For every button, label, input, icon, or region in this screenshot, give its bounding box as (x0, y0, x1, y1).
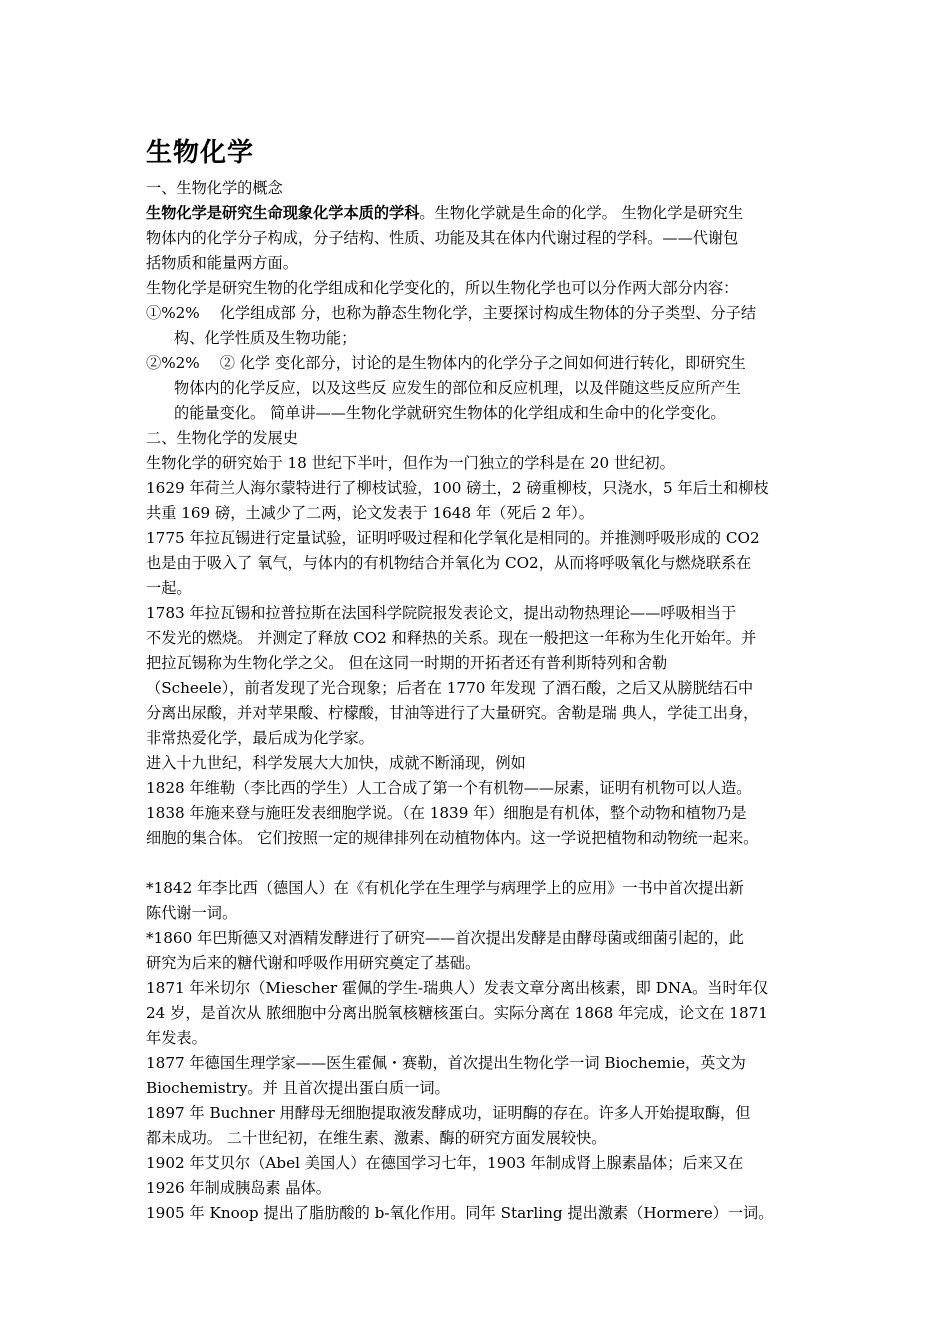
section-heading-concept: 一、生物化学的概念 (146, 179, 283, 197)
history-line: 1838 年施来登与施旺发表细胞学说。（在 1839 年）细胞是有机体，整个动物和植物乃是 (146, 804, 747, 822)
list-item-2: ②%2% ② 化学 变化部分，讨论的是生物体内的化学分子之间如何进行转化，即研究生 (146, 354, 746, 372)
history-line: 1775 年拉瓦锡进行定量试验，证明呼吸过程和化学氧化是相同的。并推测呼吸形成的 CO2 (146, 529, 760, 547)
history-line: 一起。 (146, 579, 192, 597)
history-line: Biochemistry。并 且首次提出蛋白质一词。 (146, 1079, 450, 1097)
history-line: 1905 年 Knoop 提出了脂肪酸的 b-氧化作用。同年 Starling 提出激素（Hormere）一词。 (146, 1204, 774, 1222)
paragraph-line: 生物化学是研究生物的化学组成和化学变化的，所以生物化学也可以分作两大部分内容： (146, 279, 739, 297)
history-line: 都未成功。 二十世纪初，在维生素、激素、酶的研究方面发展较快。 (146, 1129, 607, 1147)
history-line: 1926 年制成胰岛素 晶体。 (146, 1179, 331, 1197)
paragraph-line: 括物质和能量两方面。 (146, 254, 298, 272)
history-line: 共重 169 磅，土减少了二两，论文发表于 1648 年（死后 2 年）。 (146, 504, 594, 522)
history-line: 非常热爱化学，最后成为化学家。 (146, 729, 374, 747)
paragraph-line: 物体内的化学分子构成，分子结构、性质、功能及其在体内代谢过程的学科。——代谢包 (146, 229, 739, 247)
history-line: （Scheele），前者发现了光合现象；后者在 1770 年发现 了酒石酸，之后又从膀胱结石中 (146, 679, 754, 697)
list-item-2-cont: 的能量变化。 简单讲——生物化学就研究生物体的化学组成和生命中的化学变化。 (174, 404, 726, 422)
section-heading-history: 二、生物化学的发展史 (146, 429, 298, 447)
history-line: 1897 年 Buchner 用酵母无细胞提取液发酵成功，证明酶的存在。许多人开始提取酶，但 (146, 1104, 751, 1122)
history-line: 进入十九世纪，科学发展大大加快，成就不断涌现，例如 (146, 754, 526, 772)
definition-bold-text: 生物化学是研究生命现象化学本质的学科 (146, 204, 420, 222)
history-line: 1877 年德国生理学家——医生霍佩・赛勒，首次提出生物化学一词 Biochemie，英文为 (146, 1054, 746, 1072)
history-line: 生物化学的研究始于 18 世纪下半叶，但作为一门独立的学科是在 20 世纪初。 (146, 454, 675, 472)
history-line: 1902 年艾贝尔（Abel 美国人）在德国学习七年，1903 年制成肾上腺素晶体；后来又在 (146, 1154, 744, 1172)
paragraph-line (146, 203, 743, 223)
history-line: 1783 年拉瓦锡和拉普拉斯在法国科学院院报发表论文，提出动物热理论——呼吸相当于 (146, 604, 737, 622)
definition-text: 。生物化学就是生命的化学。 生物化学是研究生 (419, 204, 744, 222)
history-line: *1842 年李比西（德国人）在《有机化学在生理学与病理学上的应用》一书中首次提出新 (146, 879, 744, 897)
history-line: 研究为后来的糖代谢和呼吸作用研究奠定了基础。 (146, 954, 481, 972)
history-line: 细胞的集合体。 它们按照一定的规律排列在动植物体内。这一学说把植物和动物统一起来。 (146, 829, 759, 847)
history-line: 24 岁，是首次从 脓细胞中分离出脱氧核糖核蛋白。实际分离在 1868 年完成，论文在 1871 (146, 1004, 768, 1022)
history-line: 1828 年维勒（李比西的学生）人工合成了第一个有机物——尿素，证明有机物可以人造。 (146, 779, 752, 797)
history-line: 把拉瓦锡称为生物化学之父。 但在这同一时期的开拓者还有普利斯特列和舍勒 (146, 654, 668, 672)
list-item-1-cont: 构、化学性质及生物功能； (174, 329, 357, 347)
history-line: *1860 年巴斯德又对酒精发酵进行了研究——首次提出发酵是由酵母菌或细菌引起的，此 (146, 929, 744, 947)
history-line: 分离出尿酸，并对苹果酸、柠檬酸，甘油等进行了大量研究。舍勒是瑞 典人，学徒工出身， (146, 704, 759, 722)
history-line: 1629 年荷兰人海尔蒙特进行了柳枝试验，100 磅土，2 磅重柳枝，只浇水，5 年后土和柳枝 (146, 479, 769, 497)
history-line: 也是由于吸入了 氧气，与体内的有机物结合并氧化为 CO2，从而将呼吸氧化与燃烧联系在 (146, 554, 752, 572)
history-line: 1871 年米切尔（Miescher 霍佩的学生-瑞典人）发表文章分离出核素，即 DNA。当时年仅 (146, 979, 769, 997)
list-item-1: ①%2% 化学组成部 分，也称为静态生物化学，主要探讨构成生物体的分子类型、分子结 (146, 304, 757, 322)
page-title: 生物化学 (146, 138, 255, 168)
list-item-2-cont: 物体内的化学反应，以及这些反 应发生的部位和反应机理，以及伴随这些反应所产生 (174, 379, 741, 397)
history-line: 不发光的燃烧。 并测定了释放 CO2 和释热的关系。现在一般把这一年称为生化开始年。并 (146, 629, 757, 647)
history-line: 年发表。 (146, 1029, 207, 1047)
history-line: 陈代谢一词。 (146, 904, 238, 922)
